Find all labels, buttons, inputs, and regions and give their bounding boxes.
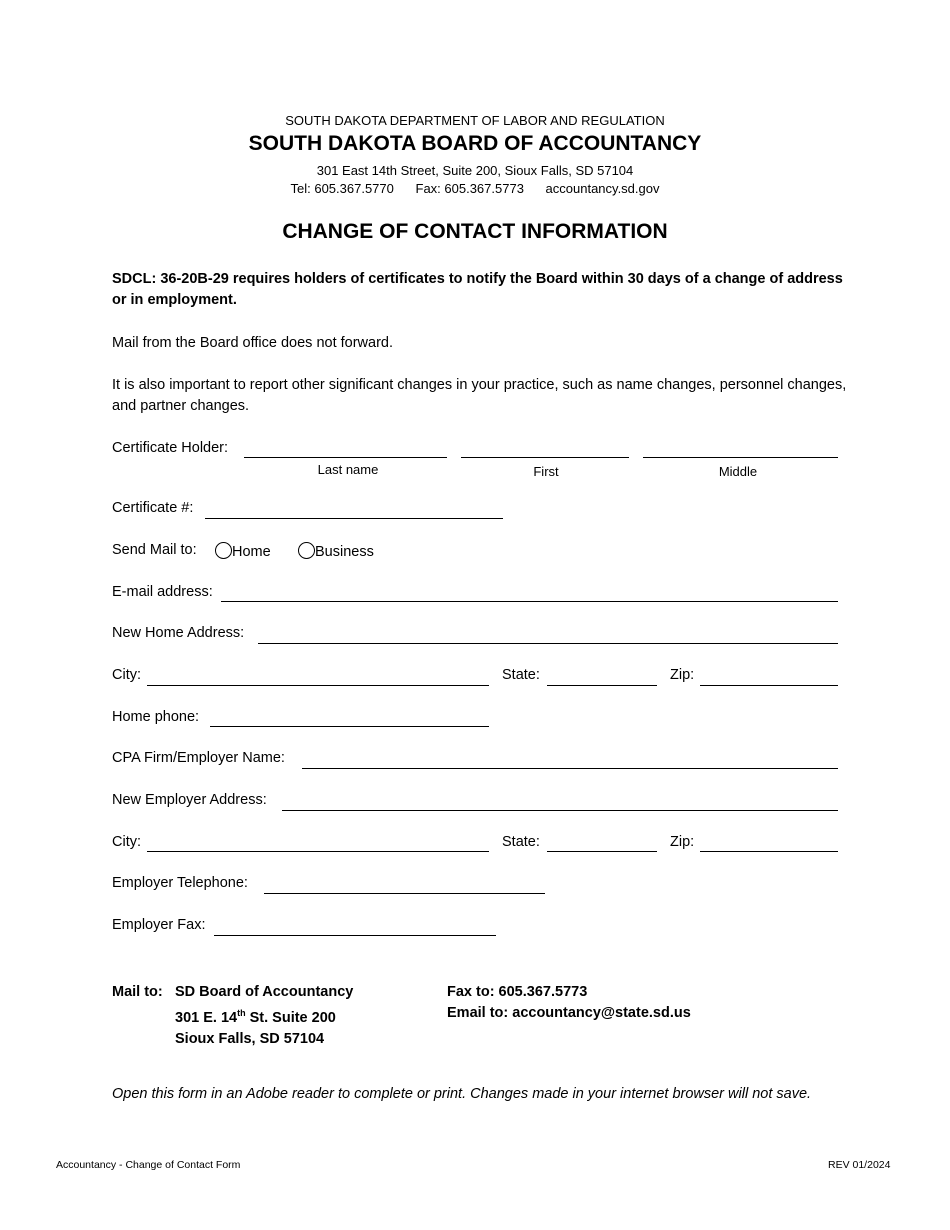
first-name-field[interactable] [461, 439, 629, 458]
employer-zip-field[interactable] [700, 833, 838, 852]
board-contact-line [0, 181, 950, 196]
employer-name-field[interactable] [302, 750, 838, 769]
business-radio[interactable] [298, 542, 315, 559]
significant-changes-note: It is also important to report other significant changes in your practice, such as name changes, personnel changes, and partner changes. [112, 377, 847, 414]
business-option-label: Business [315, 544, 374, 560]
mail-to-address [175, 982, 353, 1050]
new-employer-address-label: New Employer Address: [112, 792, 267, 808]
last-name-caption: Last name [317, 462, 379, 477]
certificate-holder-label: Certificate Holder: [112, 440, 229, 456]
board-tel: Tel: 605.367.5770 [290, 181, 394, 196]
mail-to-street-ordinal: th [237, 1008, 246, 1018]
employer-address-field[interactable] [282, 792, 838, 811]
first-name-caption: First [533, 464, 559, 479]
footer-revision: REV 01/2024 [828, 1159, 891, 1171]
home-state-field[interactable] [547, 667, 657, 686]
board-name: SOUTH DAKOTA BOARD OF ACCOUNTANCY [248, 132, 702, 155]
employer-state-label: State: [502, 834, 540, 850]
mail-to-suite: St. Suite 200 [245, 1009, 336, 1026]
mail-to-line3: Sioux Falls, SD 57104 [175, 1030, 325, 1047]
employer-telephone-field[interactable] [264, 875, 545, 894]
certificate-number-label: Certificate #: [112, 500, 194, 516]
email-to: Email to: accountancy@state.sd.us [447, 1005, 691, 1021]
home-phone-field[interactable] [210, 708, 489, 727]
employer-fax-field[interactable] [214, 917, 496, 936]
adobe-reader-note: Open this form in an Adobe reader to complete or print. Changes made in your internet browser will not save. [112, 1086, 812, 1102]
home-state-label: State: [502, 667, 540, 683]
home-address-field[interactable] [258, 625, 838, 644]
footer-form-name: Accountancy - Change of Contact Form [56, 1159, 241, 1171]
send-mail-label: Send Mail to: [112, 542, 197, 558]
middle-name-caption: Middle [718, 464, 758, 479]
send-mail-home-option[interactable] [215, 542, 271, 560]
mail-to-street: 301 E. 14 [175, 1009, 238, 1026]
home-phone-label: Home phone: [112, 709, 200, 725]
certificate-number-field[interactable] [205, 500, 503, 519]
mail-forward-note: Mail from the Board office does not forward. [112, 335, 394, 351]
mail-to-line2 [175, 1003, 353, 1029]
board-address: 301 East 14th Street, Suite 200, Sioux Falls, SD 57104 [316, 163, 634, 178]
board-fax: Fax: 605.367.5773 [415, 181, 524, 196]
mail-to-label: Mail to: [112, 984, 163, 1000]
send-mail-business-option[interactable] [298, 542, 374, 560]
employer-state-field[interactable] [547, 833, 657, 852]
employer-zip-label: Zip: [670, 834, 695, 850]
email-label: E-mail address: [112, 584, 213, 600]
employer-name-label: CPA Firm/Employer Name: [112, 750, 285, 766]
fax-email-block [447, 982, 691, 1024]
home-zip-label: Zip: [670, 667, 695, 683]
middle-name-field[interactable] [643, 439, 838, 458]
form-title: CHANGE OF CONTACT INFORMATION [282, 220, 668, 243]
employer-city-label: City: [112, 834, 141, 850]
home-city-field[interactable] [147, 667, 489, 686]
employer-fax-label: Employer Fax: [112, 917, 206, 933]
home-radio[interactable] [215, 542, 232, 559]
mail-to-line1: SD Board of Accountancy [175, 984, 354, 1000]
department-name: SOUTH DAKOTA DEPARTMENT OF LABOR AND REGULATION [285, 113, 665, 128]
new-home-address-label: New Home Address: [112, 625, 245, 641]
home-city-label: City: [112, 667, 141, 683]
home-zip-field[interactable] [700, 667, 838, 686]
employer-city-field[interactable] [147, 833, 489, 852]
email-field[interactable] [221, 583, 838, 602]
home-option-label: Home [232, 544, 271, 560]
employer-telephone-label: Employer Telephone: [112, 875, 248, 891]
fax-to: Fax to: 605.367.5773 [447, 984, 588, 1000]
board-website: accountancy.sd.gov [545, 181, 660, 196]
statute-notice: SDCL: 36-20B-29 requires holders of certificates to notify the Board within 30 days of a change of address or in employment. [112, 271, 843, 308]
last-name-field[interactable] [244, 439, 447, 458]
